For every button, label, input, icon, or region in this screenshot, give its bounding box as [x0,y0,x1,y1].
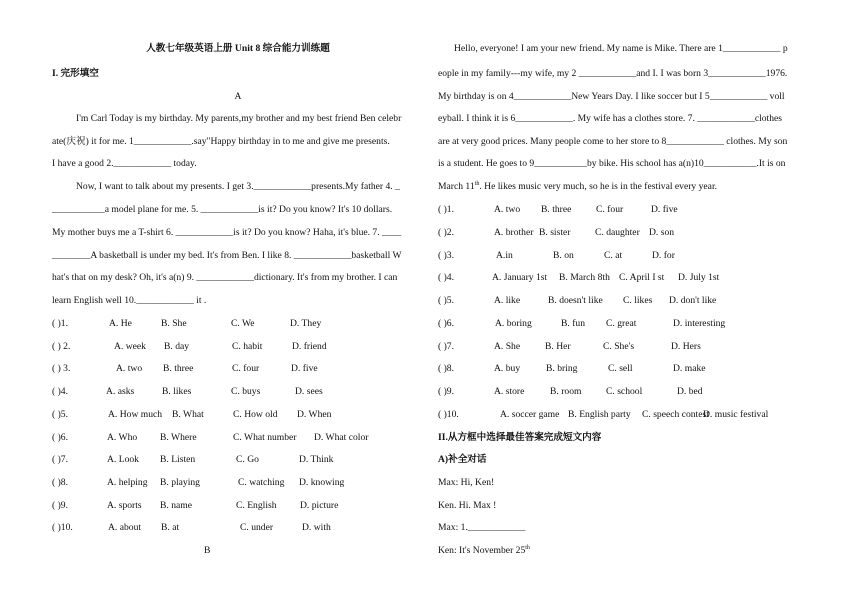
option-d: D. friend [292,341,327,352]
passage-b-line: are at very good prices. Many people come to her store to 8____________ clothes. My son [438,136,788,147]
passage-a-line: My mother buys me a T-shirt 6. ____________is it? Do you know? Haha, it's blue. 7. ____ [52,227,402,238]
option-b: B. Her [545,341,571,352]
option-a: A. asks [106,386,135,397]
option-b: B. Listen [160,454,196,465]
option-d: D. with [302,522,331,533]
passage-b-last-pre: March 11 [438,181,475,192]
option-b: B. bring [546,363,578,374]
option-d: D. don't like [669,295,717,306]
option-b: B. playing [160,477,200,488]
question-number: ( )3. [438,250,454,261]
option-b: B. name [160,500,192,511]
question-number: ( )1. [438,204,454,215]
question-number: ( ) 2. [52,341,71,352]
option-b: B. English party [568,409,631,420]
option-c: C. at [604,250,623,261]
option-a: A. He [109,318,132,329]
option-a: A.in [496,250,513,261]
question-number: ( ) 3. [52,363,71,374]
ordinal-suffix: th [474,180,480,187]
option-c: C. under [240,522,274,533]
option-b: B. What [172,409,204,420]
dialogue-line [438,544,810,558]
question-number: ( )7. [52,454,68,465]
option-c: C. How old [233,409,278,420]
option-a: A. soccer game [500,409,560,420]
question-number: ( )4. [438,272,454,283]
option-c: C. April I st [619,272,665,283]
option-b: B. March 8th [559,272,610,283]
question-number: ( )7. [438,341,454,352]
option-d: D. Hers [671,341,701,352]
option-c: C. great [606,318,637,329]
passage-a-line: hat's that on my desk? Oh, it's a(n) 9. ____________dictionary. It's from my brother. I can [52,272,398,283]
option-d: D. music festival [703,409,769,420]
option-b: B. day [164,341,190,352]
question-number: ( )10. [438,409,459,420]
option-c: C. Go [236,454,259,465]
question-number: ( )5. [438,295,454,306]
option-c: C. English [236,500,277,511]
option-c: C. four [232,363,260,374]
option-b: B. three [163,363,194,374]
question-number: ( )9. [52,500,68,511]
passage-a-label: A [234,91,242,102]
option-c: C. likes [623,295,653,306]
option-a: A. January 1st [492,272,548,283]
option-a: A. about [108,522,142,533]
dialogue-line: Ken. Hi. Max ! [438,500,497,511]
option-a: A. boring [495,318,532,329]
option-d: D. make [673,363,706,374]
option-d: D. sees [295,386,323,397]
option-b: B. Where [160,432,197,443]
option-c: C. habit [232,341,263,352]
passage-b-last-post: . He likes music very much, so he is in the festival every year. [479,181,718,192]
section-1-heading: I. 完形填空 [52,68,99,79]
option-d: D. five [651,204,678,215]
option-a: A. two [494,204,521,215]
dialogue-heading: A)补全对话 [438,454,487,465]
option-c: C. school [606,386,643,397]
option-c: C. sell [608,363,633,374]
option-c: C. daughter [595,227,640,238]
passage-a-line: ate(庆祝) it for me. 1____________.say"Happy birthday in to me and give me presents. [52,136,390,147]
option-b: B. doesn't like [548,295,603,306]
page-title: 人教七年级英语上册 Unit 8 综合能力训练题 [146,43,330,54]
option-b: B. She [161,318,187,329]
option-d: D. They [290,318,322,329]
option-a: A. sports [107,500,142,511]
question-number: ( )6. [52,432,68,443]
option-a: A. How much [108,409,163,420]
passage-b-line: My birthday is on 4____________New Years Day. I like soccer but I 5____________ voll [438,91,785,102]
option-b: B. likes [162,386,192,397]
passage-a-line: Now, I want to talk about my presents. I get 3.____________presents.My father 4. _ [76,181,400,192]
question-number: ( )9. [438,386,454,397]
question-number: ( )6. [438,318,454,329]
option-d: D. five [291,363,318,374]
option-d: D. July 1st [678,272,720,283]
passage-a-line: I have a good 2.____________ today. [52,158,197,169]
option-d: D. What color [314,432,369,443]
option-d: D. picture [300,500,339,511]
option-b: B. sister [539,227,571,238]
question-number: ( )4. [52,386,68,397]
ordinal-suffix: th [525,544,530,551]
option-b: B. fun [561,318,585,329]
option-d: D. knowing [299,477,345,488]
option-a: A. She [494,341,521,352]
option-a: A. Who [107,432,138,443]
option-c: C. What number [233,432,297,443]
passage-b-line: Hello, everyone! I am your new friend. My name is Mike. There are 1____________ p [454,43,788,54]
passage-b-line: is a student. He goes to 9___________by bike. His school has a(n)10___________.It is on [438,158,786,169]
option-d: D. son [649,227,675,238]
option-b: B. at [161,522,180,533]
option-a: A. helping [107,477,148,488]
option-a: A. brother [494,227,534,238]
option-a: A. like [494,295,521,306]
question-number: ( )1. [52,318,68,329]
option-a: A. Look [107,454,139,465]
option-c: C. She's [603,341,635,352]
question-number: ( )8. [438,363,454,374]
passage-a-line: ___________a model plane for me. 5. ____________is it? Do you know? It's 10 dollars. [52,204,393,215]
dialogue-last-text: Ken: It's November 25 [438,545,526,556]
passage-b-line [438,180,810,194]
section-2-heading: II.从方框中选择最佳答案完成短文内容 [438,432,602,443]
dialogue-line: Max: Hi, Ken! [438,477,495,488]
passage-a-line: ________A basketball is under my bed. It's from Ben. I like 8. ____________basketball W [52,250,402,261]
dialogue-line: Max: 1.____________ [438,522,526,533]
option-a: A. buy [494,363,521,374]
option-a: A. store [494,386,525,397]
passage-a-line: I'm Carl Today is my birthday. My parents,my brother and my best friend Ben celebr [76,113,402,124]
option-a: A. two [116,363,143,374]
option-c: C. buys [231,386,261,397]
passage-b-label: B [204,545,211,556]
option-d: D. bed [677,386,703,397]
question-number: ( )10. [52,522,73,533]
option-b: B. three [541,204,572,215]
option-c: C. We [231,318,255,329]
option-d: D. When [297,409,332,420]
option-c: C. speech contest [642,409,709,420]
option-d: D. Think [299,454,334,465]
passage-b-line: eople in my family---my wife, my 2 ____________and I. I was born 3____________1976. [438,68,788,79]
option-c: C. four [596,204,624,215]
option-a: A. week [114,341,146,352]
option-d: D. for [652,250,675,261]
question-number: ( )5. [52,409,68,420]
question-number: ( )8. [52,477,68,488]
question-number: ( )2. [438,227,454,238]
passage-b-line: eyball. I think it is 6____________. My wife has a clothes store. 7. ____________clothes [438,113,782,124]
option-b: B. room [550,386,582,397]
option-b: B. on [553,250,574,261]
passage-a-line: learn English well 10.____________ it . [52,295,207,306]
option-d: D. interesting [673,318,726,329]
option-c: C. watching [238,477,285,488]
